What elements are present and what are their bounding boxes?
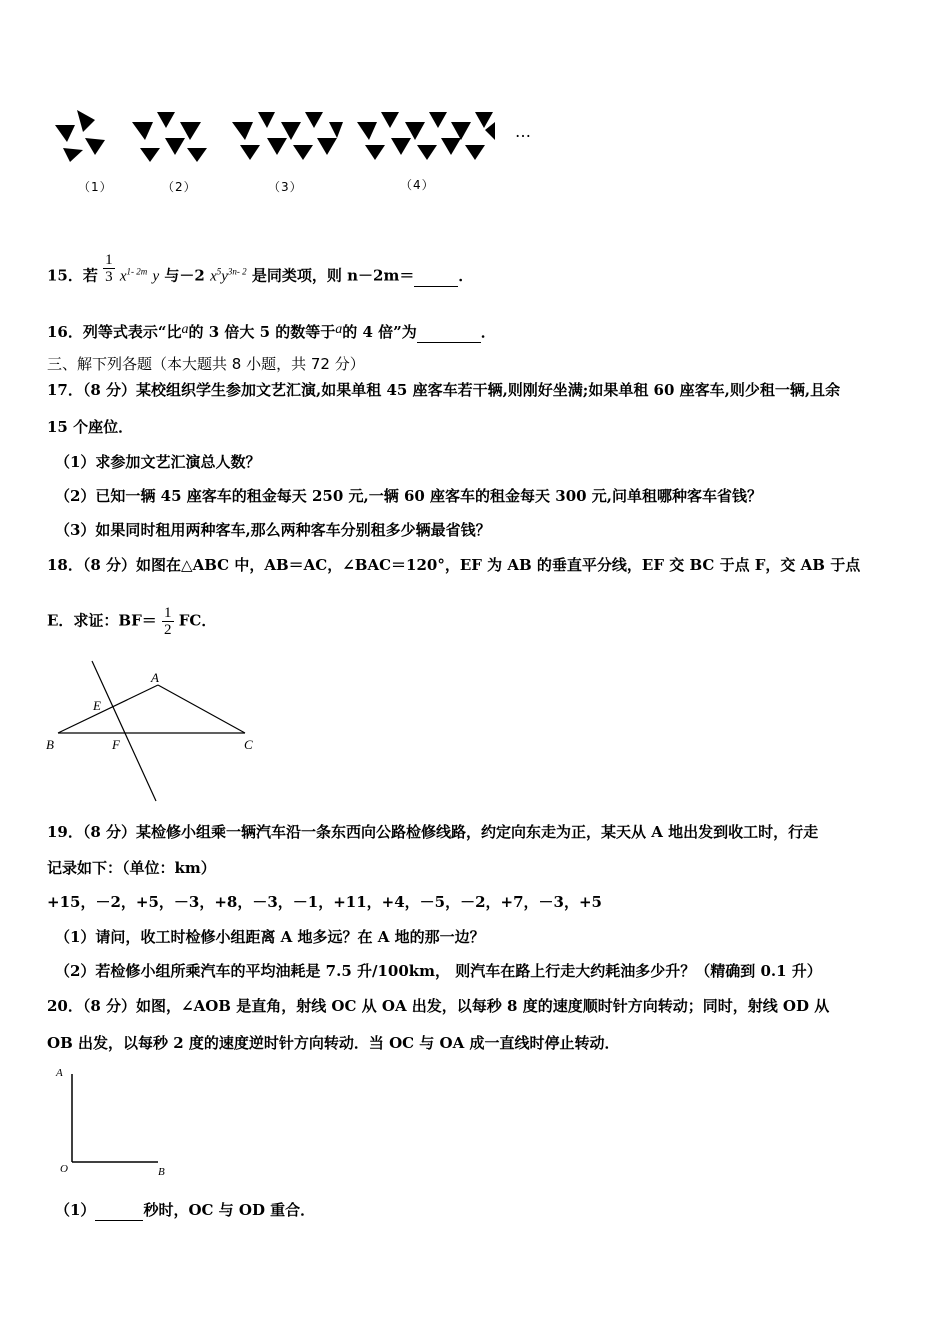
- label-b: B: [158, 1166, 165, 1178]
- pattern-label-3: （3）: [268, 180, 303, 194]
- question-17-sub-2: （2）已知一辆 45 座客车的租金每天 250 元,一辆 60 座客车的租金每天 300 元,问单租哪种客车省钱？: [55, 487, 763, 505]
- question-16: 16．列等式表示“比a的 3 倍大 5 的数等于a的 4 倍”为 ．: [47, 322, 496, 341]
- q15-number: 15．若: [47, 266, 98, 285]
- pattern-ellipsis: …: [515, 122, 531, 141]
- label-a: A: [151, 670, 159, 685]
- q15-answer-blank: [414, 266, 458, 287]
- pattern-label-1: （1）: [78, 180, 113, 194]
- label-c: C: [244, 737, 253, 752]
- question-17-line-1: 17．（8 分）某校组织学生参加文艺汇演,如果单租 45 座客车若干辆,则刚好坐满;如果单租 60 座客车,则少租一辆,且余: [47, 381, 841, 399]
- question-17-sub-3: （3）如果同时租用两种客车,那么两种客车分别租多少辆最省钱？: [55, 521, 491, 539]
- pattern-2: [132, 112, 207, 162]
- q20-answer-blank: [95, 1200, 143, 1221]
- question-20-line-1: 20．（8 分）如图，∠AOB 是直角，射线 OC 从 OA 出发，以每秒 8 度的速度顺时针方向转动；同时，射线 OD 从: [47, 997, 830, 1015]
- q18-fraction: $\frac{1}{2}$: [164, 605, 172, 638]
- label-o: O: [60, 1163, 68, 1175]
- question-20-line-2: OB 出发，以每秒 2 度的速度逆时针方向转动．当 OC 与 OA 成一直线时停止转动．: [47, 1034, 620, 1052]
- triangle-abc-figure: [40, 655, 260, 805]
- angle-aob-figure: [50, 1062, 180, 1182]
- section-3-heading: 三、解下列各题（本大题共 8 小题，共 72 分）: [47, 355, 365, 373]
- q16-answer-blank: [417, 322, 481, 343]
- q15-fraction: $\frac{1}{3}$: [105, 252, 113, 285]
- question-20-sub-1: （1） 秒时，OC 与 OD 重合．: [55, 1201, 316, 1219]
- pattern-label-2: （2）: [162, 180, 197, 194]
- triangle-pattern-figure: [45, 100, 565, 180]
- question-18-line-2: E．求证：BF＝ $\frac{1}{2}$ FC．: [47, 605, 217, 638]
- question-19-sub-2: （2）若检修小组所乘汽车的平均油耗是 7.5 升/100km， 则汽车在路上行走大约耗油多少升？（精确到 0.1 升）: [55, 962, 822, 980]
- question-15: 15．若 $\frac{1}{3}$ $x^{1- 2m}$ y 与－2 $x^5y^{3n- 2}$ 是同类项，则 n－2m＝ ．: [47, 252, 474, 285]
- question-19-sub-1: （1）请问，收工时检修小组距离 A 地多远？在 A 地的那一边？: [55, 928, 485, 946]
- pattern-1: [55, 110, 105, 162]
- question-19-line-1: 19．（8 分）某检修小组乘一辆汽车沿一条东西向公路检修线路，约定向东走为正，某天从 A 地出发到收工时，行走: [47, 823, 819, 841]
- pattern-4: [357, 112, 495, 160]
- line-ef: [92, 661, 156, 801]
- label-b: B: [46, 737, 54, 752]
- question-19-records: +15，－2，+5，－3，+8，－3，－1，+11，+4，－5，－2，+7，－3，+5: [47, 893, 602, 911]
- label-a: A: [56, 1067, 63, 1079]
- side-ac: [158, 685, 245, 733]
- side-ab: [58, 685, 158, 733]
- pattern-label-4: （4）: [400, 178, 435, 192]
- question-17-line-2: 15 个座位．: [47, 418, 134, 436]
- question-17-sub-1: （1）求参加文艺汇演总人数？: [55, 453, 261, 471]
- question-19-line-2: 记录如下：（单位：km）: [47, 859, 216, 877]
- label-f: F: [112, 737, 120, 752]
- pattern-3: [232, 112, 343, 160]
- label-e: E: [93, 698, 101, 713]
- question-18-line-1: 18．（8 分）如图在△ABC 中，AB＝AC，∠BAC＝120°，EF 为 AB 的垂直平分线，EF 交 BC 于点 F，交 AB 于点: [47, 556, 861, 574]
